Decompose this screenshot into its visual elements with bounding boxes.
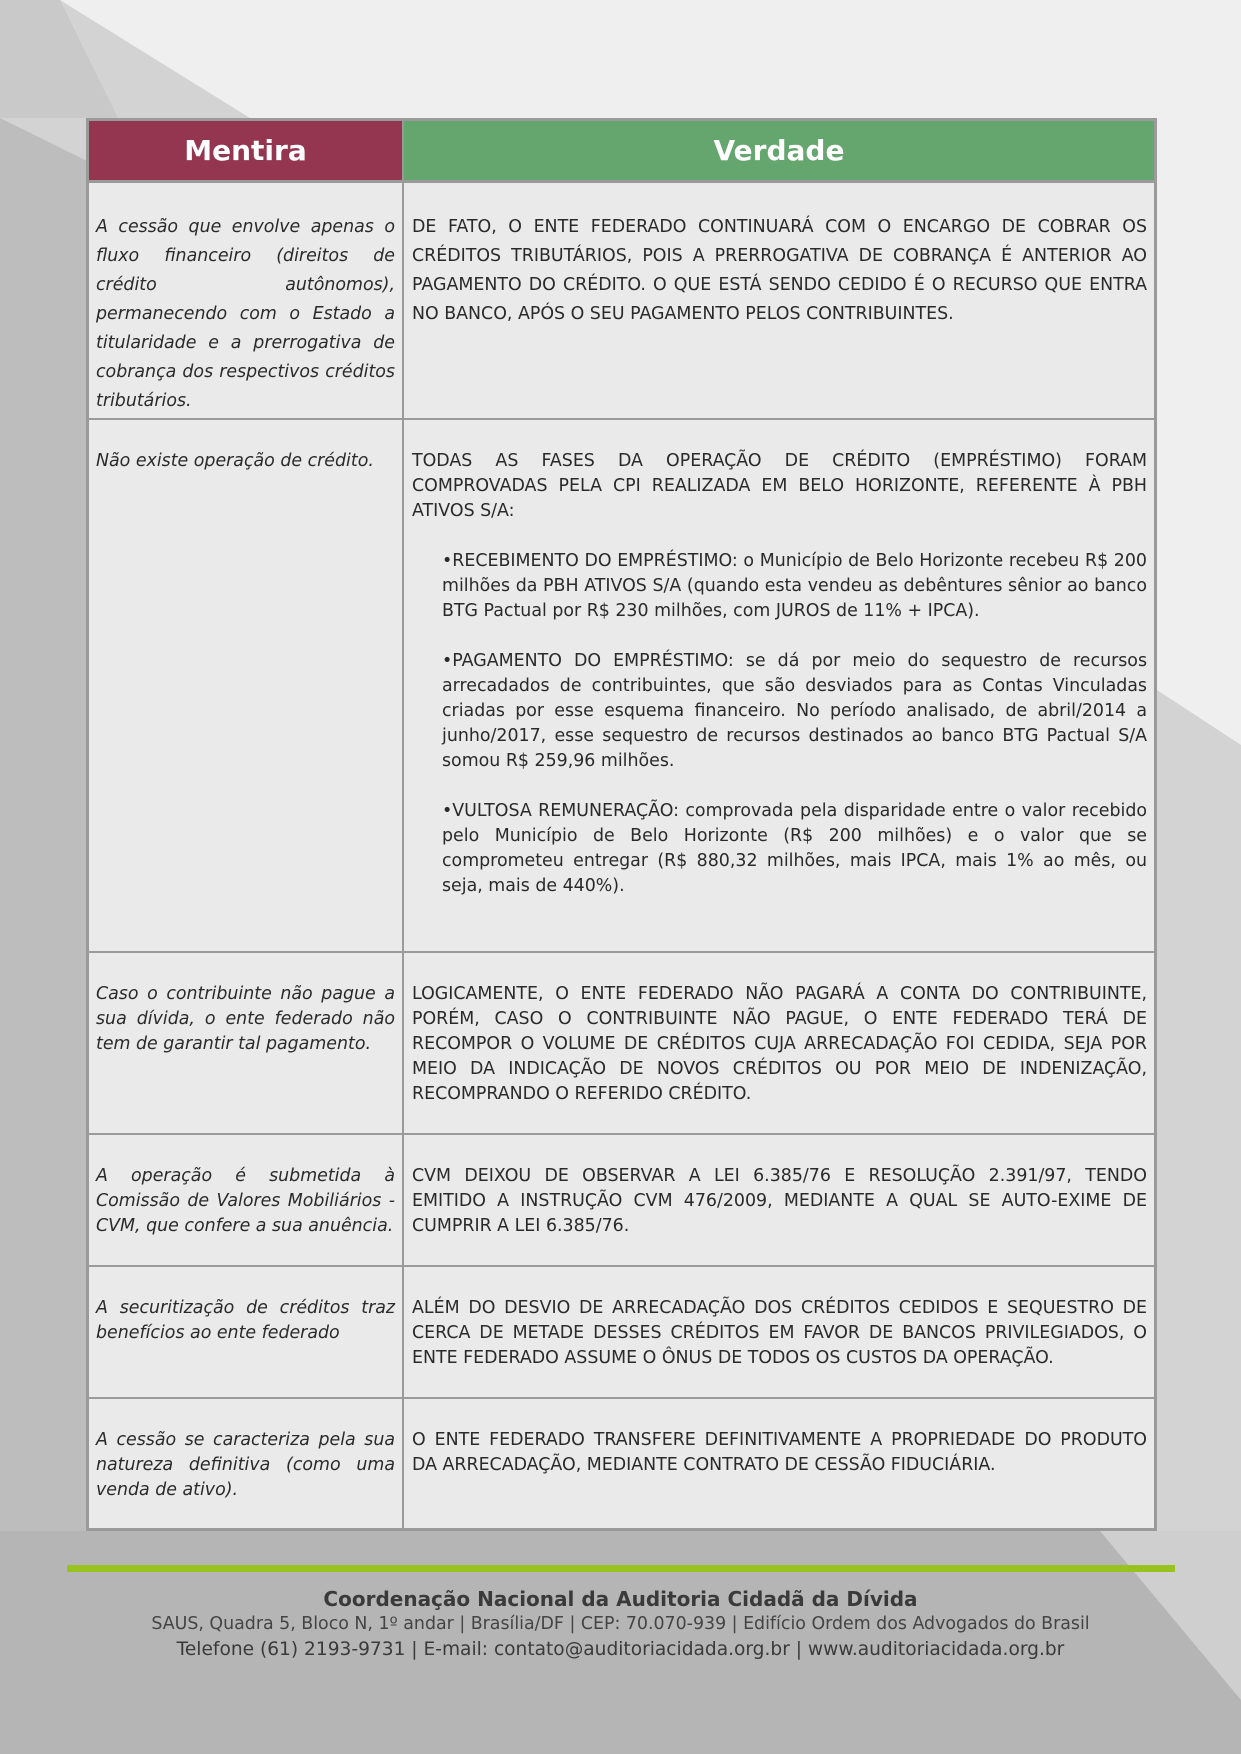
table-header: [89, 121, 1154, 183]
fact-cell: [404, 1399, 1154, 1531]
claim-cell: A cessão que envolve apenas o fluxo financeiro (direitos de crédito autônomos), permanecendo com o Estado a titularidade e a prerrogativa de cobrança dos respectivos créditos tributários.: [89, 183, 404, 418]
fact-bullet: •RECEBIMENTO DO EMPRÉSTIMO: o Município de Belo Horizonte recebeu R$ 200 milhões da PBH ATIVOS S/A (quando esta vendeu as debêntures sênior ao banco BTG Pactual por R$ 230 milhões, com JUROS de 11% + IPCA).: [442, 551, 1147, 621]
claim-cell: Não existe operação de crédito.: [89, 420, 404, 951]
claim-cell: A operação é submetida à Comissão de Valores Mobiliários - CVM, que confere a sua anuência.: [89, 1135, 404, 1265]
table-row: [89, 183, 1154, 420]
table-row: [89, 1267, 1154, 1399]
table-row: [89, 1399, 1154, 1531]
table-row: [89, 420, 1154, 953]
table-row: [89, 953, 1154, 1135]
comparison-table: [86, 118, 1157, 1531]
footer-organization: Coordenação Nacional da Auditoria Cidadã da Dívida: [323, 1587, 918, 1611]
footer-divider: [67, 1565, 1175, 1572]
fact-text: DE FATO, O ENTE FEDERADO CONTINUARÁ COM O ENCARGO DE COBRAR OS CRÉDITOS TRIBUTÁRIOS, POIS A PRERROGATIVA DE COBRANÇA É ANTERIOR AO PAGAMENTO DO CRÉDITO. O QUE ESTÁ SENDO CEDIDO É O RECURSO QUE ENTRA NO BANCO, APÓS O SEU PAGAMENTO PELOS CONTRIBUINTES.: [412, 217, 1147, 324]
claim-cell: Caso o contribuinte não pague a sua dívida, o ente federado não tem de garantir tal pagamento.: [89, 953, 404, 1133]
fact-cell: [404, 953, 1154, 1133]
fact-bullet: •VULTOSA REMUNERAÇÃO: comprovada pela disparidade entre o valor recebido pelo Município de Belo Horizonte (R$ 200 milhões) e o valor que se comprometeu entregar (R$ 880,32 milhões, mais IPCA, mais 1% ao mês, ou seja, mais de 440%).: [442, 801, 1147, 896]
fact-cell: [404, 420, 1154, 951]
header-lie: Mentira: [89, 121, 404, 180]
claim-cell: A securitização de créditos traz benefícios ao ente federado: [89, 1267, 404, 1397]
footer-address: SAUS, Quadra 5, Bloco N, 1º andar | Brasília/DF | CEP: 70.070-939 | Edifício Ordem dos Advogados do Brasil: [151, 1614, 1090, 1634]
fact-bullet: •PAGAMENTO DO EMPRÉSTIMO: se dá por meio do sequestro de recursos arrecadados de contribuintes, que são desviados para as Contas Vinculadas criadas por esse esquema financeiro. No período analisado, de abril/2014 a junho/2017, esse sequestro de recursos destinados ao banco BTG Pactual S/A somou R$ 259,96 milhões.: [442, 651, 1147, 771]
fact-cell: [404, 1267, 1154, 1397]
fact-cell: [404, 183, 1154, 418]
fact-cell: [404, 1135, 1154, 1265]
footer-contact: Telefone (61) 2193-9731 | E-mail: contato@auditoriacidada.org.br | www.auditoriacidada.org.br: [176, 1639, 1065, 1660]
table-row: [89, 1135, 1154, 1267]
fact-text: TODAS AS FASES DA OPERAÇÃO DE CRÉDITO (EMPRÉSTIMO) FORAM COMPROVADAS PELA CPI REALIZADA EM BELO HORIZONTE, REFERENTE À PBH ATIVOS S/A:: [412, 451, 1147, 521]
header-truth: Verdade: [404, 121, 1154, 180]
fact-text: LOGICAMENTE, O ENTE FEDERADO NÃO PAGARÁ A CONTA DO CONTRIBUINTE, PORÉM, CASO O CONTRIBUINTE NÃO PAGUE, O ENTE FEDERADO TERÁ DE RECOMPOR O VOLUME DE CRÉDITOS CUJA ARRECADAÇÃO FOI CEDIDA, SEJA POR MEIO DA INDICAÇÃO DE NOVOS CRÉDITOS OU POR MEIO DE INDENIZAÇÃO, RECOMPRANDO O REFERIDO CRÉDITO.: [412, 984, 1147, 1104]
fact-text: O ENTE FEDERADO TRANSFERE DEFINITIVAMENTE A PROPRIEDADE DO PRODUTO DA ARRECADAÇÃO, MEDIANTE CONTRATO DE CESSÃO FIDUCIÁRIA.: [412, 1430, 1147, 1475]
claim-cell: A cessão se caracteriza pela sua natureza definitiva (como uma venda de ativo).: [89, 1399, 404, 1531]
fact-text: CVM DEIXOU DE OBSERVAR A LEI 6.385/76 E RESOLUÇÃO 2.391/97, TENDO EMITIDO A INSTRUÇÃO CVM 476/2009, MEDIANTE A QUAL SE AUTO-EXIME DE CUMPRIR A LEI 6.385/76.: [412, 1166, 1147, 1236]
fact-text: ALÉM DO DESVIO DE ARRECADAÇÃO DOS CRÉDITOS CEDIDOS E SEQUESTRO DE CERCA DE METADE DESSES CRÉDITOS EM FAVOR DE BANCOS PRIVILEGIADOS, O ENTE FEDERADO ASSUME O ÔNUS DE TODOS OS CUSTOS DA OPERAÇÃO.: [412, 1298, 1147, 1368]
